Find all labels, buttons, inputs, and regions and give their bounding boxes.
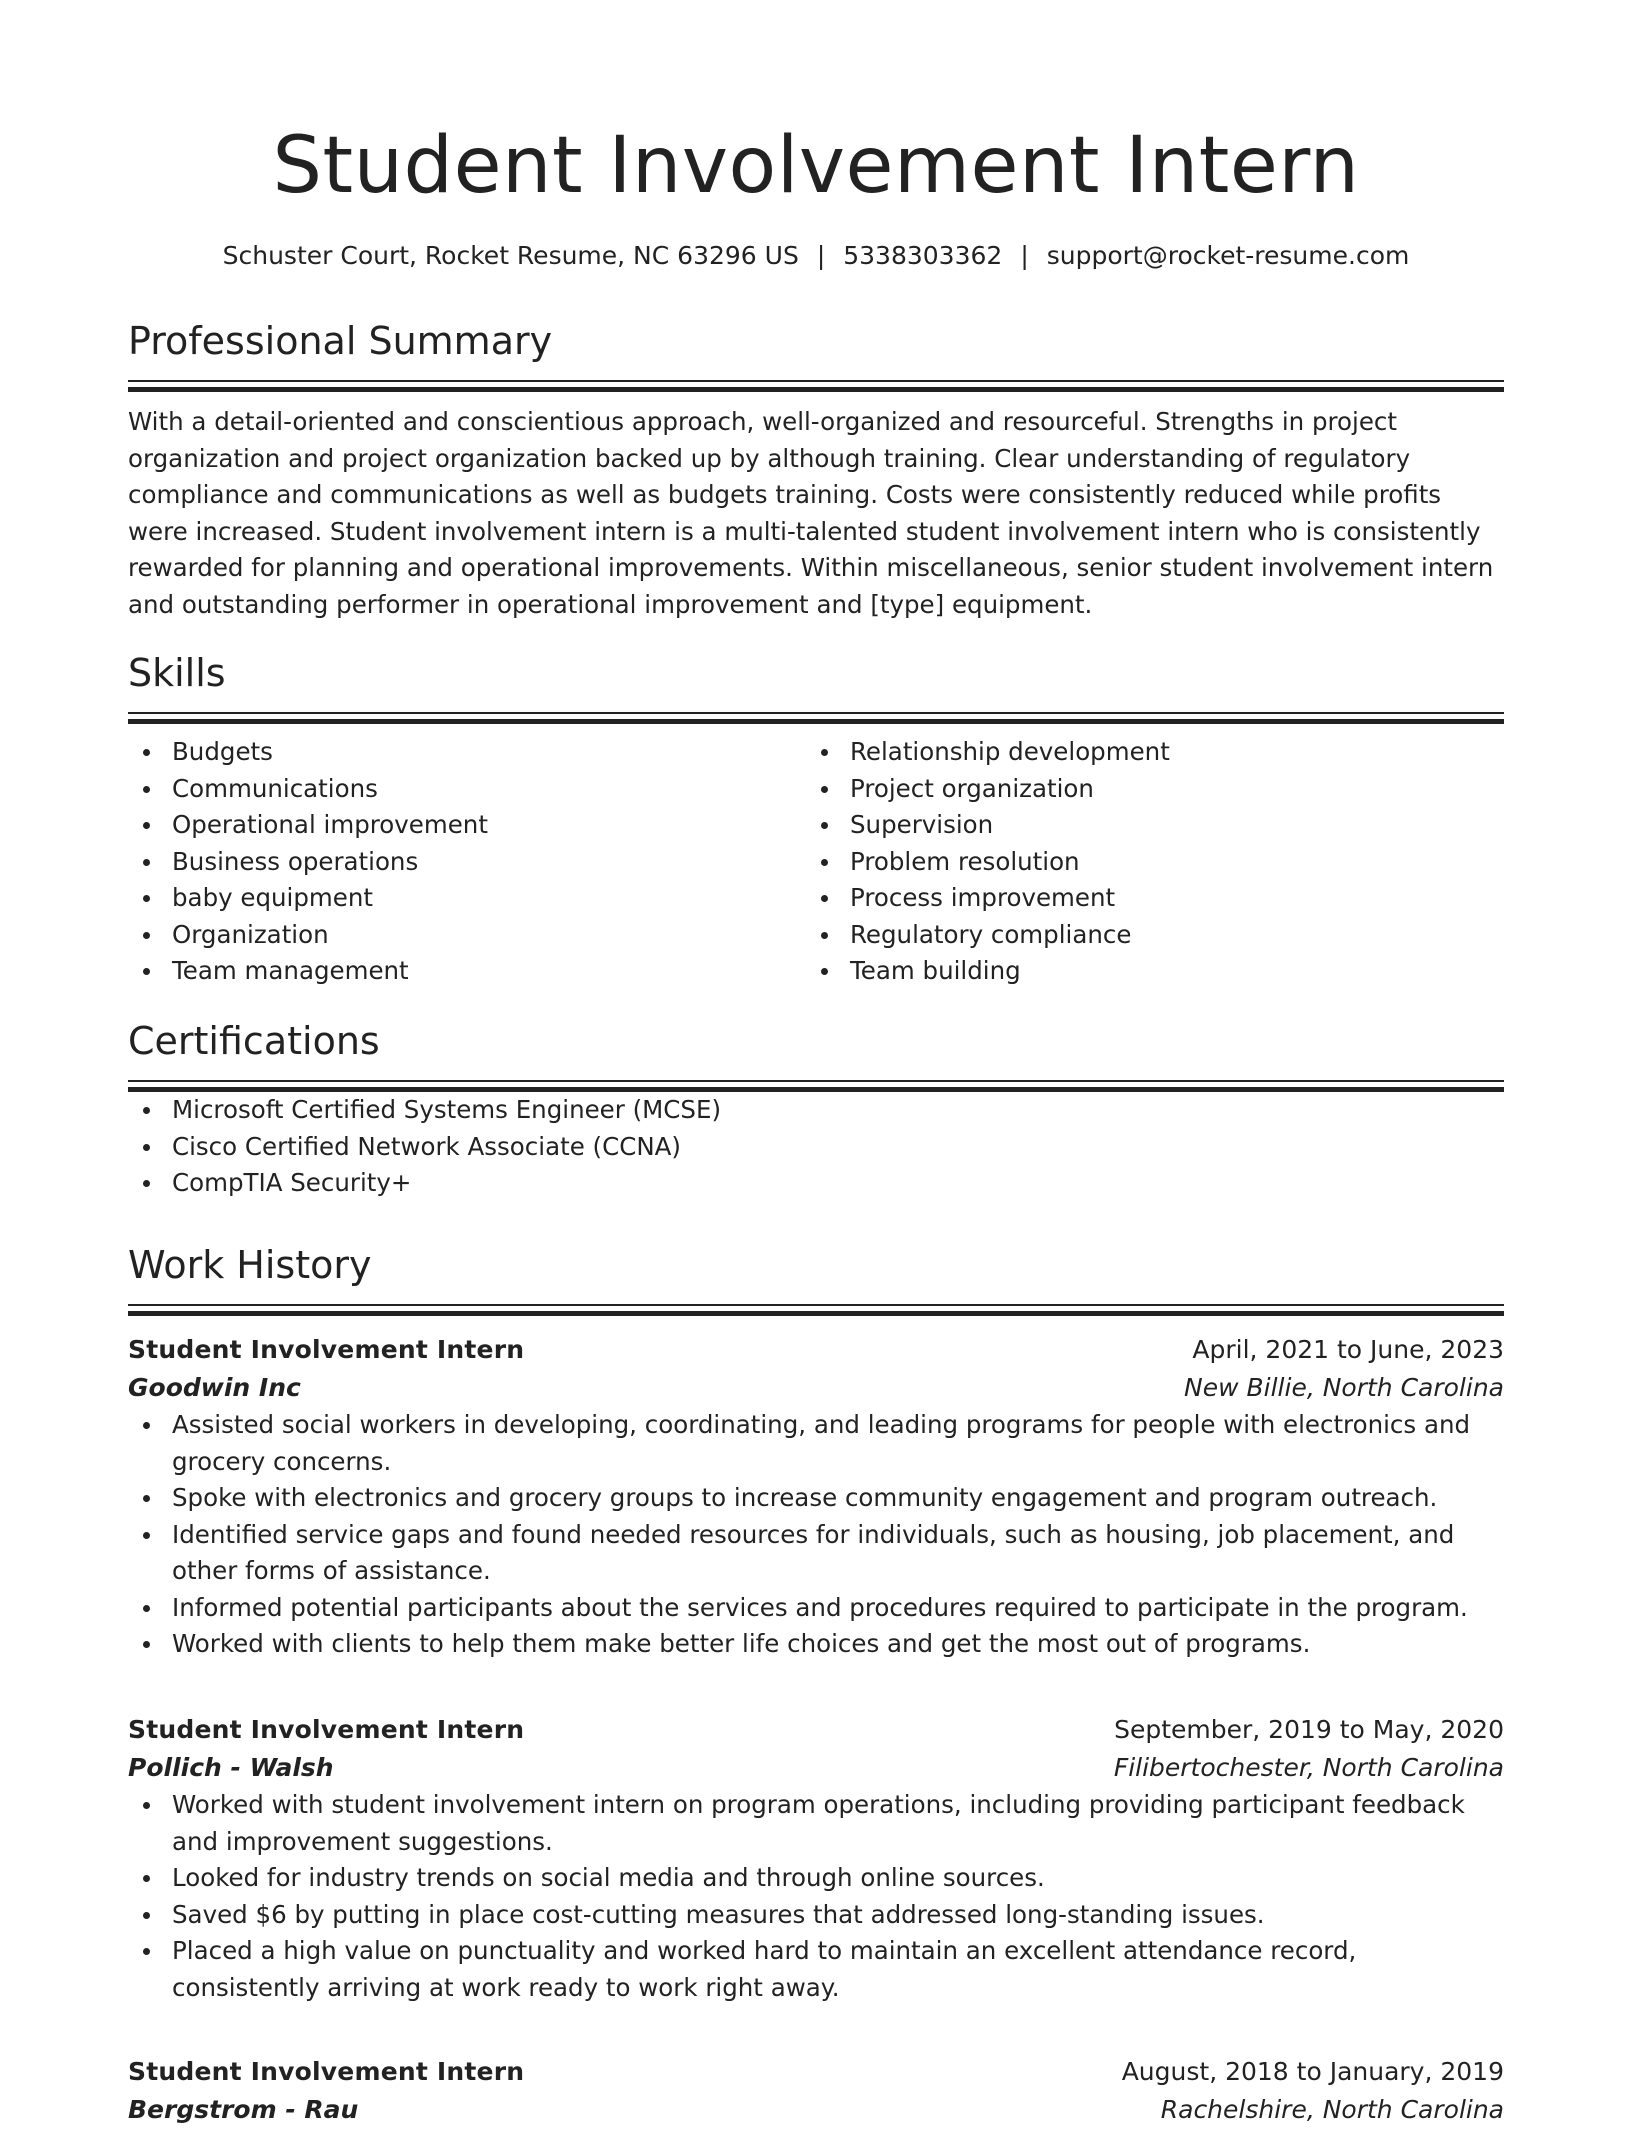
list-item: Informed potential participants about the services and procedures required to participate in the program.	[172, 1590, 1504, 1627]
job-entry	[128, 1711, 1504, 2006]
list-item: Saved $6 by putting in place cost-cutting measures that addressed long-standing issues.	[172, 1897, 1504, 1934]
job-company: Bergstrom - Rau	[128, 2095, 359, 2124]
list-item: Identified service gaps and found needed resources for individuals, such as housing, job placement, and other forms of assistance.	[172, 1517, 1504, 1590]
list-item: Team building	[850, 953, 1484, 990]
contact-phone: 5338303362	[843, 241, 1003, 270]
skills-list-right	[806, 734, 1484, 990]
skills-list-left	[128, 734, 806, 990]
job-location: Rachelshire, North Carolina	[1160, 2095, 1504, 2124]
job-subheader-row	[128, 1749, 1504, 1787]
job-dates: September, 2019 to May, 2020	[1114, 1715, 1504, 1744]
list-item: Business operations	[172, 844, 806, 881]
summary-section	[128, 316, 1504, 623]
job-company: Pollich - Walsh	[128, 1753, 334, 1782]
certifications-list	[128, 1092, 1504, 1202]
section-title: Professional Summary	[128, 319, 553, 363]
list-item: Operational improvement	[172, 807, 806, 844]
list-item: Budgets	[172, 734, 806, 771]
job-header-row	[128, 2053, 1504, 2091]
list-item: Looked for industry trends on social media and through online sources.	[172, 1860, 1504, 1897]
job-subheader-row	[128, 2091, 1504, 2129]
list-item: Communications	[172, 771, 806, 808]
skills-column-right	[806, 734, 1484, 990]
job-company: Goodwin Inc	[128, 1373, 301, 1402]
list-item: Worked with clients to help them make better life choices and get the most out of programs.	[172, 1626, 1504, 1663]
job-bullets	[128, 1787, 1504, 2006]
contact-separator: |	[816, 241, 826, 270]
list-item: Team management	[172, 953, 806, 990]
section-divider	[128, 1080, 1504, 1092]
work-history-section	[128, 1240, 1504, 1316]
job-entry	[128, 2053, 1504, 2129]
job-header-row	[128, 1711, 1504, 1749]
skills-column-left	[128, 734, 806, 990]
skills-section	[128, 648, 1504, 990]
page-title: Student Involvement Intern	[272, 121, 1360, 211]
list-item: Organization	[172, 917, 806, 954]
list-item: Placed a high value on punctuality and worked hard to maintain an excellent attendance record, consistently arriving at work ready to work right away.	[172, 1933, 1504, 2006]
list-item: Worked with student involvement intern on program operations, including providing participant feedback and improvement suggestions.	[172, 1787, 1504, 1860]
list-item: Regulatory compliance	[850, 917, 1484, 954]
section-title: Work History	[128, 1243, 372, 1287]
list-item: Problem resolution	[850, 844, 1484, 881]
contact-address: Schuster Court, Rocket Resume, NC 63296 US	[222, 241, 799, 270]
section-divider	[128, 712, 1504, 724]
job-location: Filibertochester, North Carolina	[1113, 1753, 1504, 1782]
section-divider	[128, 1304, 1504, 1316]
list-item: Supervision	[850, 807, 1484, 844]
list-item: CompTIA Security+	[172, 1165, 1504, 1202]
list-item: Relationship development	[850, 734, 1484, 771]
contact-line	[128, 236, 1504, 276]
list-item: Spoke with electronics and grocery groups to increase community engagement and program outreach.	[172, 1480, 1504, 1517]
job-entry	[128, 1331, 1504, 1663]
job-header-row	[128, 1331, 1504, 1369]
job-title: Student Involvement Intern	[128, 1715, 525, 1744]
section-title: Skills	[128, 651, 226, 695]
section-divider	[128, 380, 1504, 392]
list-item: Cisco Certified Network Associate (CCNA)	[172, 1129, 1504, 1166]
section-title: Certifications	[128, 1019, 380, 1063]
list-item: Microsoft Certified Systems Engineer (MCSE)	[172, 1092, 1504, 1129]
certifications-section	[128, 1016, 1504, 1202]
job-title: Student Involvement Intern	[128, 2057, 525, 2086]
list-item: Process improvement	[850, 880, 1484, 917]
skills-columns	[128, 734, 1504, 990]
summary-paragraph: With a detail-oriented and conscientious approach, well-organized and resourceful. Strengths in project organization and project organization backed up by although training. Clear understanding of regulatory compliance and communications as well as budgets training. Costs were consistently reduced while profits were increased. Student involvement intern is a multi-talented student involvement intern who is consistently rewarded for planning and operational improvements. Within miscellaneous, senior student involvement intern and outstanding performer in operational improvement and [type] equipment.	[128, 407, 1494, 619]
contact-separator: |	[1020, 241, 1029, 270]
contact-email: support@rocket-resume.com	[1046, 241, 1410, 270]
job-dates: August, 2018 to January, 2019	[1121, 2057, 1504, 2086]
list-item: Project organization	[850, 771, 1484, 808]
job-subheader-row	[128, 1369, 1504, 1407]
job-dates: April, 2021 to June, 2023	[1192, 1335, 1504, 1364]
job-bullets	[128, 1407, 1504, 1663]
list-item: Assisted social workers in developing, coordinating, and leading programs for people with electronics and grocery concerns.	[172, 1407, 1504, 1480]
job-location: New Billie, North Carolina	[1184, 1373, 1504, 1402]
list-item: baby equipment	[172, 880, 806, 917]
job-title: Student Involvement Intern	[128, 1335, 525, 1364]
